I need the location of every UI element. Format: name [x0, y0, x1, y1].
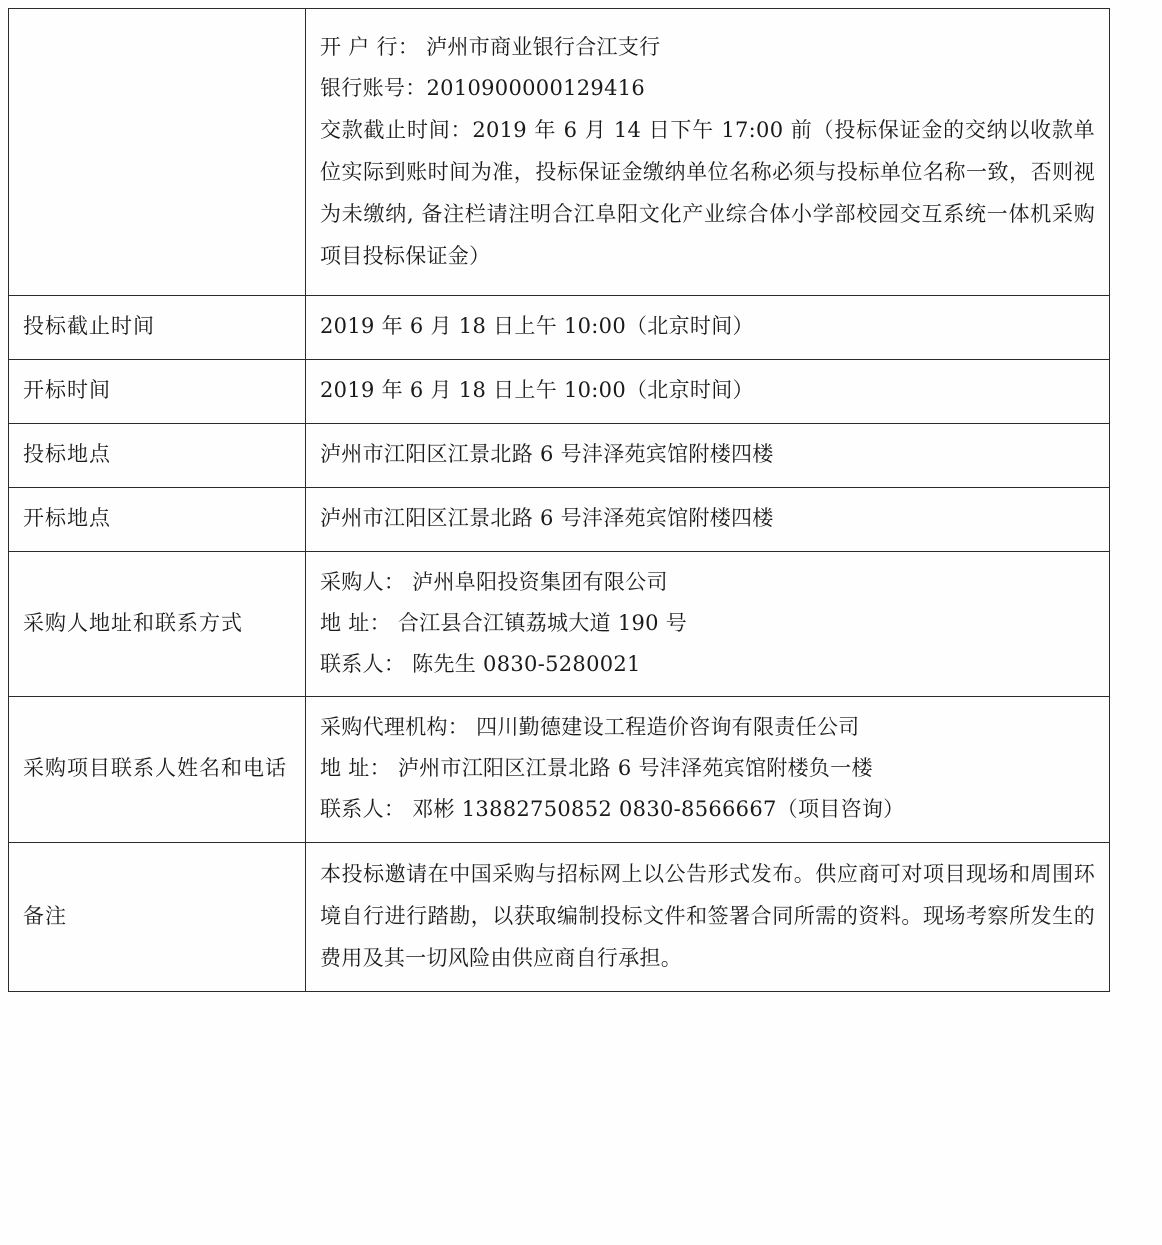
- remarks-paragraph: 本投标邀请在中国采购与招标网上以公告形式发布。供应商可对项目现场和周围环境自行进行踏勘，以获取编制投标文件和签署合同所需的资料。现场考察所发生的费用及其一切风险由供应商自行承担。: [320, 862, 1095, 971]
- bid-invitation-table: [8, 8, 1110, 992]
- row-label-remarks: 备注: [9, 843, 306, 992]
- table-row: [9, 843, 1110, 992]
- agency-contact-line: 联系人： 邓彬 13882750852 0830-8566667（项目咨询）: [320, 797, 905, 822]
- row-value-project-contact: [306, 697, 1110, 843]
- row-value-purchaser-contact: [306, 551, 1110, 697]
- row-value-open-place: [306, 487, 1110, 551]
- table-row: [9, 295, 1110, 359]
- row-value-open-time: [306, 359, 1110, 423]
- table-row: [9, 551, 1110, 697]
- open-place-value: 泸州市江阳区江景北路 6 号沣泽苑宾馆附楼四楼: [320, 505, 774, 530]
- table-row: [9, 359, 1110, 423]
- row-label-bank: [9, 9, 306, 296]
- bank-name-line: 开 户 行： 泸州市商业银行合江支行: [320, 35, 661, 59]
- payment-deadline-paragraph: 交款截止时间：2019 年 6 月 14 日下午 17:00 前（投标保证金的交纳以收款单位实际到账时间为准，投标保证金缴纳单位名称必须与投标单位名称一致，否则视为未缴纳, 备注栏请注明合江阜阳文化产业综合体小学部校园交互系统一体机采购项目投标保证金）: [320, 117, 1095, 268]
- bid-deadline-value: 2019 年 6 月 18 日上午 10:00（北京时间）: [320, 313, 754, 338]
- table-row: [9, 487, 1110, 551]
- row-value-bid-place: [306, 423, 1110, 487]
- table-row: [9, 9, 1110, 296]
- row-value-bid-deadline: [306, 295, 1110, 359]
- row-label-project-contact: 采购项目联系人姓名和电话: [9, 697, 306, 843]
- row-label-bid-deadline: 投标截止时间: [9, 295, 306, 359]
- row-label-open-place: 开标地点: [9, 487, 306, 551]
- table-row: [9, 423, 1110, 487]
- bank-account-line: 银行账号：2010900000129416: [320, 75, 646, 100]
- row-label-purchaser-contact: 采购人地址和联系方式: [9, 551, 306, 697]
- purchaser-name-line: 采购人： 泸州阜阳投资集团有限公司: [320, 569, 668, 594]
- row-value-remarks: [306, 843, 1110, 992]
- agency-address-line: 地 址： 泸州市江阳区江景北路 6 号沣泽苑宾馆附楼负一楼: [320, 756, 873, 781]
- agency-name-line: 采购代理机构： 四川勤德建设工程造价咨询有限责任公司: [320, 715, 860, 740]
- purchaser-address-line: 地 址： 合江县合江镇荔城大道 190 号: [320, 610, 688, 635]
- purchaser-contact-line: 联系人： 陈先生 0830-5280021: [320, 651, 641, 676]
- open-time-value: 2019 年 6 月 18 日上午 10:00（北京时间）: [320, 377, 754, 402]
- row-label-open-time: 开标时间: [9, 359, 306, 423]
- bid-place-value: 泸州市江阳区江景北路 6 号沣泽苑宾馆附楼四楼: [320, 441, 774, 466]
- row-label-bid-place: 投标地点: [9, 423, 306, 487]
- table-row: [9, 697, 1110, 843]
- row-value-bank: [306, 9, 1110, 296]
